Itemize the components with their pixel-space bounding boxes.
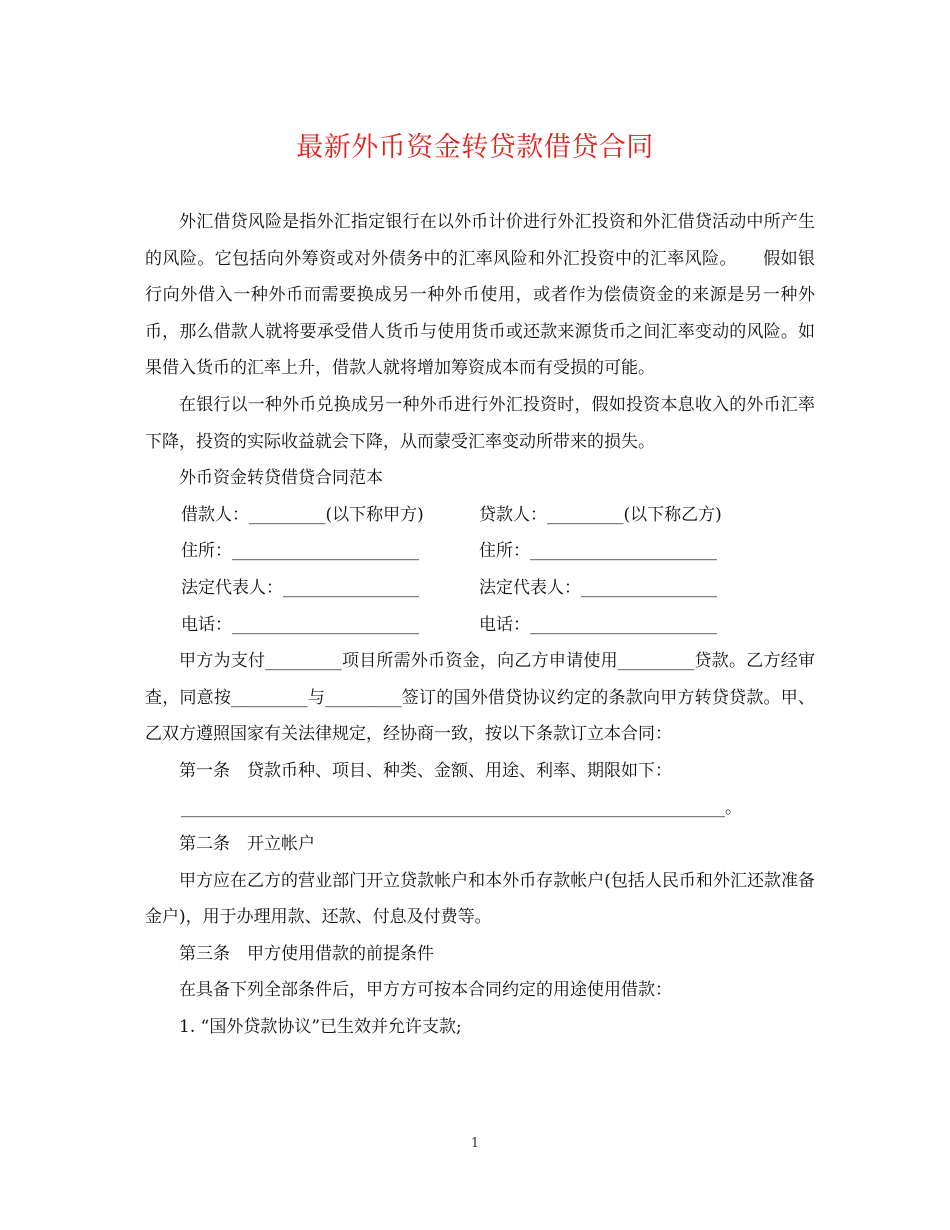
paragraph-exchange: 在银行以一种外币兑换成另一种外币进行外汇投资时，假如投资本息收入的外币汇率下降，投资的实际收益就会下降，从而蒙受汇率变动所带来的损失。 xyxy=(145,394,815,452)
party-row-names xyxy=(145,497,815,534)
borrower-address-field: 住所：______________________ xyxy=(181,541,419,562)
borrower-phone-field: 电话：______________________ xyxy=(181,614,419,635)
paragraph-template-title: 外币资金转贷借贷合同范本 xyxy=(179,468,383,489)
lender-phone-field: 电话：______________________ xyxy=(479,614,717,635)
article-2-heading: 第二条 开立帐户 xyxy=(179,834,315,855)
lender-address-field: 住所：______________________ xyxy=(479,541,717,562)
article-3-heading: 第三条 甲方使用借款的前提条件 xyxy=(179,943,434,964)
document-body xyxy=(145,204,815,1046)
borrower-field: 借款人：_________(以下称甲方) xyxy=(181,504,424,525)
article-1-blank: ________________________________________________________________。 xyxy=(181,797,742,818)
lender-field: 贷款人：_________(以下称乙方) xyxy=(479,504,722,525)
page-number: 1 xyxy=(470,1136,480,1151)
party-row-phone xyxy=(145,607,815,644)
paragraph-agreement: 甲方为支付_________项目所需外币资金，向乙方申请使用_________贷款。乙方经审查，同意按_________与_________签订的国外借贷协议约定的条款向甲方转贷贷款。甲、乙双方遵照国家有关法律规定，经协商一致，按以下条款订立本合同： xyxy=(145,651,815,745)
document-title: 最新外币资金转贷款借贷合同 xyxy=(296,132,654,163)
party-row-address xyxy=(145,533,815,570)
article-3-body: 在具备下列全部条件后，甲方方可按本合同约定的用途使用借款： xyxy=(179,980,672,1001)
borrower-rep-field: 法定代表人：________________ xyxy=(181,577,419,598)
party-row-representative xyxy=(145,570,815,607)
article-3-item-1: 1. “国外贷款协议”已生效并允许支款; xyxy=(179,1017,462,1038)
paragraph-intro: 外汇借贷风险是指外汇指定银行在以外币计价进行外汇投资和外汇借贷活动中所产生的风险。它包括向外筹资或对外债务中的汇率风险和外汇投资中的汇率风险。 假如银行向外借入一种外币而需要换成另一种外币使用，或者作为偿债资金的来源是另一种外币，那么借款人就将要承受借人货币与使用货币或还款来源货币之间汇率变动的风险。如果借入货币的汇率上升，借款人就将增加筹资成本而有受损的可能。 xyxy=(145,212,815,379)
lender-rep-field: 法定代表人：________________ xyxy=(479,577,717,598)
article-2-body: 甲方应在乙方的营业部门开立贷款帐户和本外币存款帐户(包括人民币和外汇还款准备金户)，用于办理用款、还款、付息及付费等。 xyxy=(145,870,815,928)
article-1-heading: 第一条 贷款币种、项目、种类、金额、用途、利率、期限如下： xyxy=(179,760,672,781)
